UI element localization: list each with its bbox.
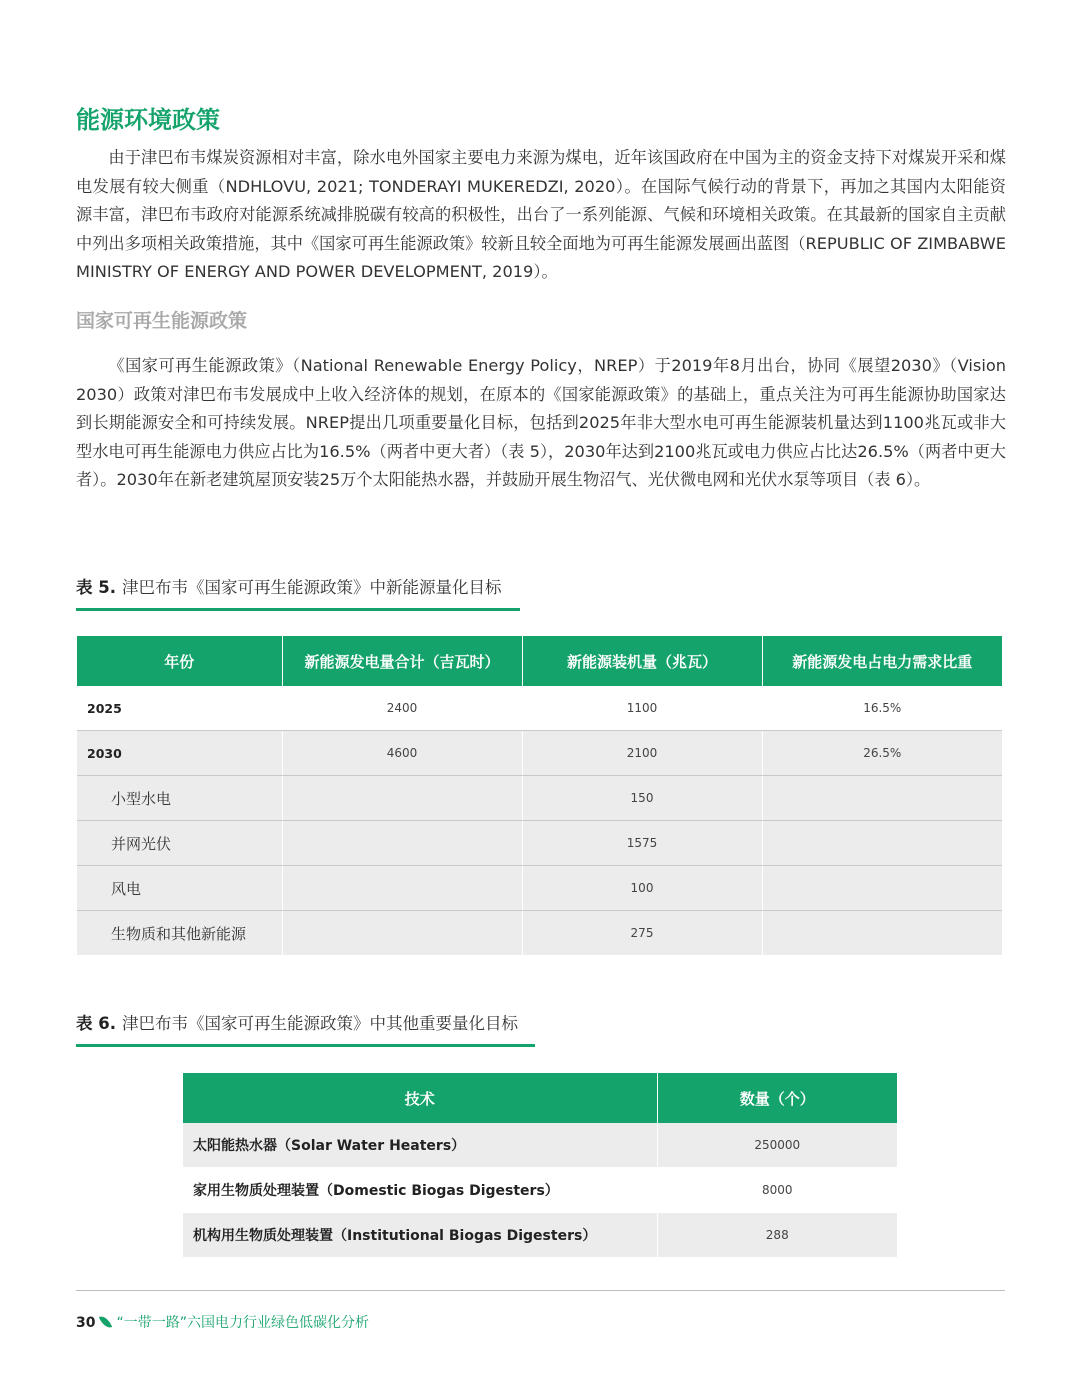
table5-header-year: 年份 — [77, 636, 282, 686]
table-cell — [282, 866, 522, 911]
table-cell: 26.5% — [762, 731, 1002, 776]
table-cell: 风电 — [77, 866, 282, 911]
table-row — [77, 821, 1002, 866]
table-cell: 288 — [657, 1213, 897, 1258]
table-cell: 机构用生物质处理装置（Institutional Biogas Digesters） — [183, 1213, 657, 1258]
table-row — [77, 686, 1002, 731]
table-cell: 8000 — [657, 1168, 897, 1213]
table5-caption-label: 表 5. — [76, 578, 116, 597]
table-cell: 太阳能热水器（Solar Water Heaters） — [183, 1123, 657, 1168]
table-cell — [762, 821, 1002, 866]
table6-header-technology: 技术 — [183, 1073, 657, 1123]
table-row — [183, 1213, 897, 1258]
table-cell — [762, 776, 1002, 821]
subsection-title: 国家可再生能源政策 — [76, 310, 248, 332]
table5-header-row — [77, 636, 1002, 686]
page-footer — [76, 1312, 369, 1332]
table6-header-row — [183, 1073, 897, 1123]
footer-title: “一带一路”六国电力行业绿色低碳化分析 — [116, 1315, 369, 1331]
table-cell: 150 — [522, 776, 762, 821]
table-cell — [282, 911, 522, 956]
table-row — [77, 776, 1002, 821]
section-title: 能源环境政策 — [76, 106, 220, 134]
table5-caption — [76, 574, 520, 611]
table-cell: 4600 — [282, 731, 522, 776]
table-cell: 2400 — [282, 686, 522, 731]
table-cell: 2100 — [522, 731, 762, 776]
table-row — [77, 911, 1002, 956]
table6-header-quantity: 数量（个） — [657, 1073, 897, 1123]
table6-caption-label: 表 6. — [76, 1014, 116, 1033]
table-cell — [762, 911, 1002, 956]
table5-caption-text: 津巴布韦《国家可再生能源政策》中新能源量化目标 — [122, 578, 502, 597]
table-cell: 家用生物质处理装置（Domestic Biogas Digesters） — [183, 1168, 657, 1213]
table-row — [183, 1168, 897, 1213]
table-row — [183, 1123, 897, 1168]
page-number: 30 — [76, 1315, 96, 1331]
intro-paragraph: 由于津巴布韦煤炭资源相对丰富，除水电外国家主要电力来源为煤电，近年该国政府在中国为主的资金支持下对煤炭开采和煤电发展有较大侧重（NDHLOVU, 2021; TONDERAYI MUKEREDZI, 2020）。在国际气候行动的背景下，再加之其国内太阳能资源丰富，津巴布韦政府对能源系统减排脱碳有较高的积极性，出台了一系列能源、气候和环境相关政策。在其最新的国家自主贡献中列出多项相关政策措施，其中《国家可再生能源政策》较新且较全面地为可再生能源发展画出蓝图（REPUBLIC OF ZIMBABWE MINISTRY OF ENERGY AND POWER DEVELOPMENT, 2019）。 — [76, 148, 1006, 281]
table-cell: 275 — [522, 911, 762, 956]
table-cell: 250000 — [657, 1123, 897, 1168]
table-cell: 小型水电 — [77, 776, 282, 821]
table-cell: 16.5% — [762, 686, 1002, 731]
table-cell: 1575 — [522, 821, 762, 866]
table5-header-generation: 新能源发电量合计（吉瓦时） — [282, 636, 522, 686]
table-cell: 2030 — [77, 731, 282, 776]
table-cell: 100 — [522, 866, 762, 911]
table-cell — [762, 866, 1002, 911]
table5 — [77, 636, 1002, 955]
leaf-icon — [99, 1314, 112, 1330]
footer-divider — [76, 1290, 1005, 1291]
table5-header-capacity: 新能源装机量（兆瓦） — [522, 636, 762, 686]
table5-header-share: 新能源发电占电力需求比重 — [762, 636, 1002, 686]
table6 — [183, 1073, 897, 1258]
policy-paragraph: 《国家可再生能源政策》（National Renewable Energy Policy，NREP）于2019年8月出台，协同《展望2030》（Vision 2030）政策对津巴布韦发展成中上收入经济体的规划，在原本的《国家能源政策》的基础上，重点关注为可再生能源协助国家达到长期能源安全和可持续发展。NREP提出几项重要量化目标，包括到2025年非大型水电可再生能源装机量达到1100兆瓦或非大型水电可再生能源电力供应占比为16.5%（两者中更大者）（表 5），2030年达到2100兆瓦或电力供应占比达26.5%（两者中更大者）。2030年在新老建筑屋顶安装25万个太阳能热水器，并鼓励开展生物沼气、光伏微电网和光伏水泵等项目（表 6）。 — [76, 356, 1006, 489]
table6-caption-text: 津巴布韦《国家可再生能源政策》中其他重要量化目标 — [122, 1014, 518, 1033]
table-cell: 1100 — [522, 686, 762, 731]
table-cell: 并网光伏 — [77, 821, 282, 866]
table-row — [77, 866, 1002, 911]
table6-caption — [76, 1010, 535, 1047]
table-cell — [282, 776, 522, 821]
table-row — [77, 731, 1002, 776]
table-cell: 生物质和其他新能源 — [77, 911, 282, 956]
table-cell — [282, 821, 522, 866]
table-cell: 2025 — [77, 686, 282, 731]
